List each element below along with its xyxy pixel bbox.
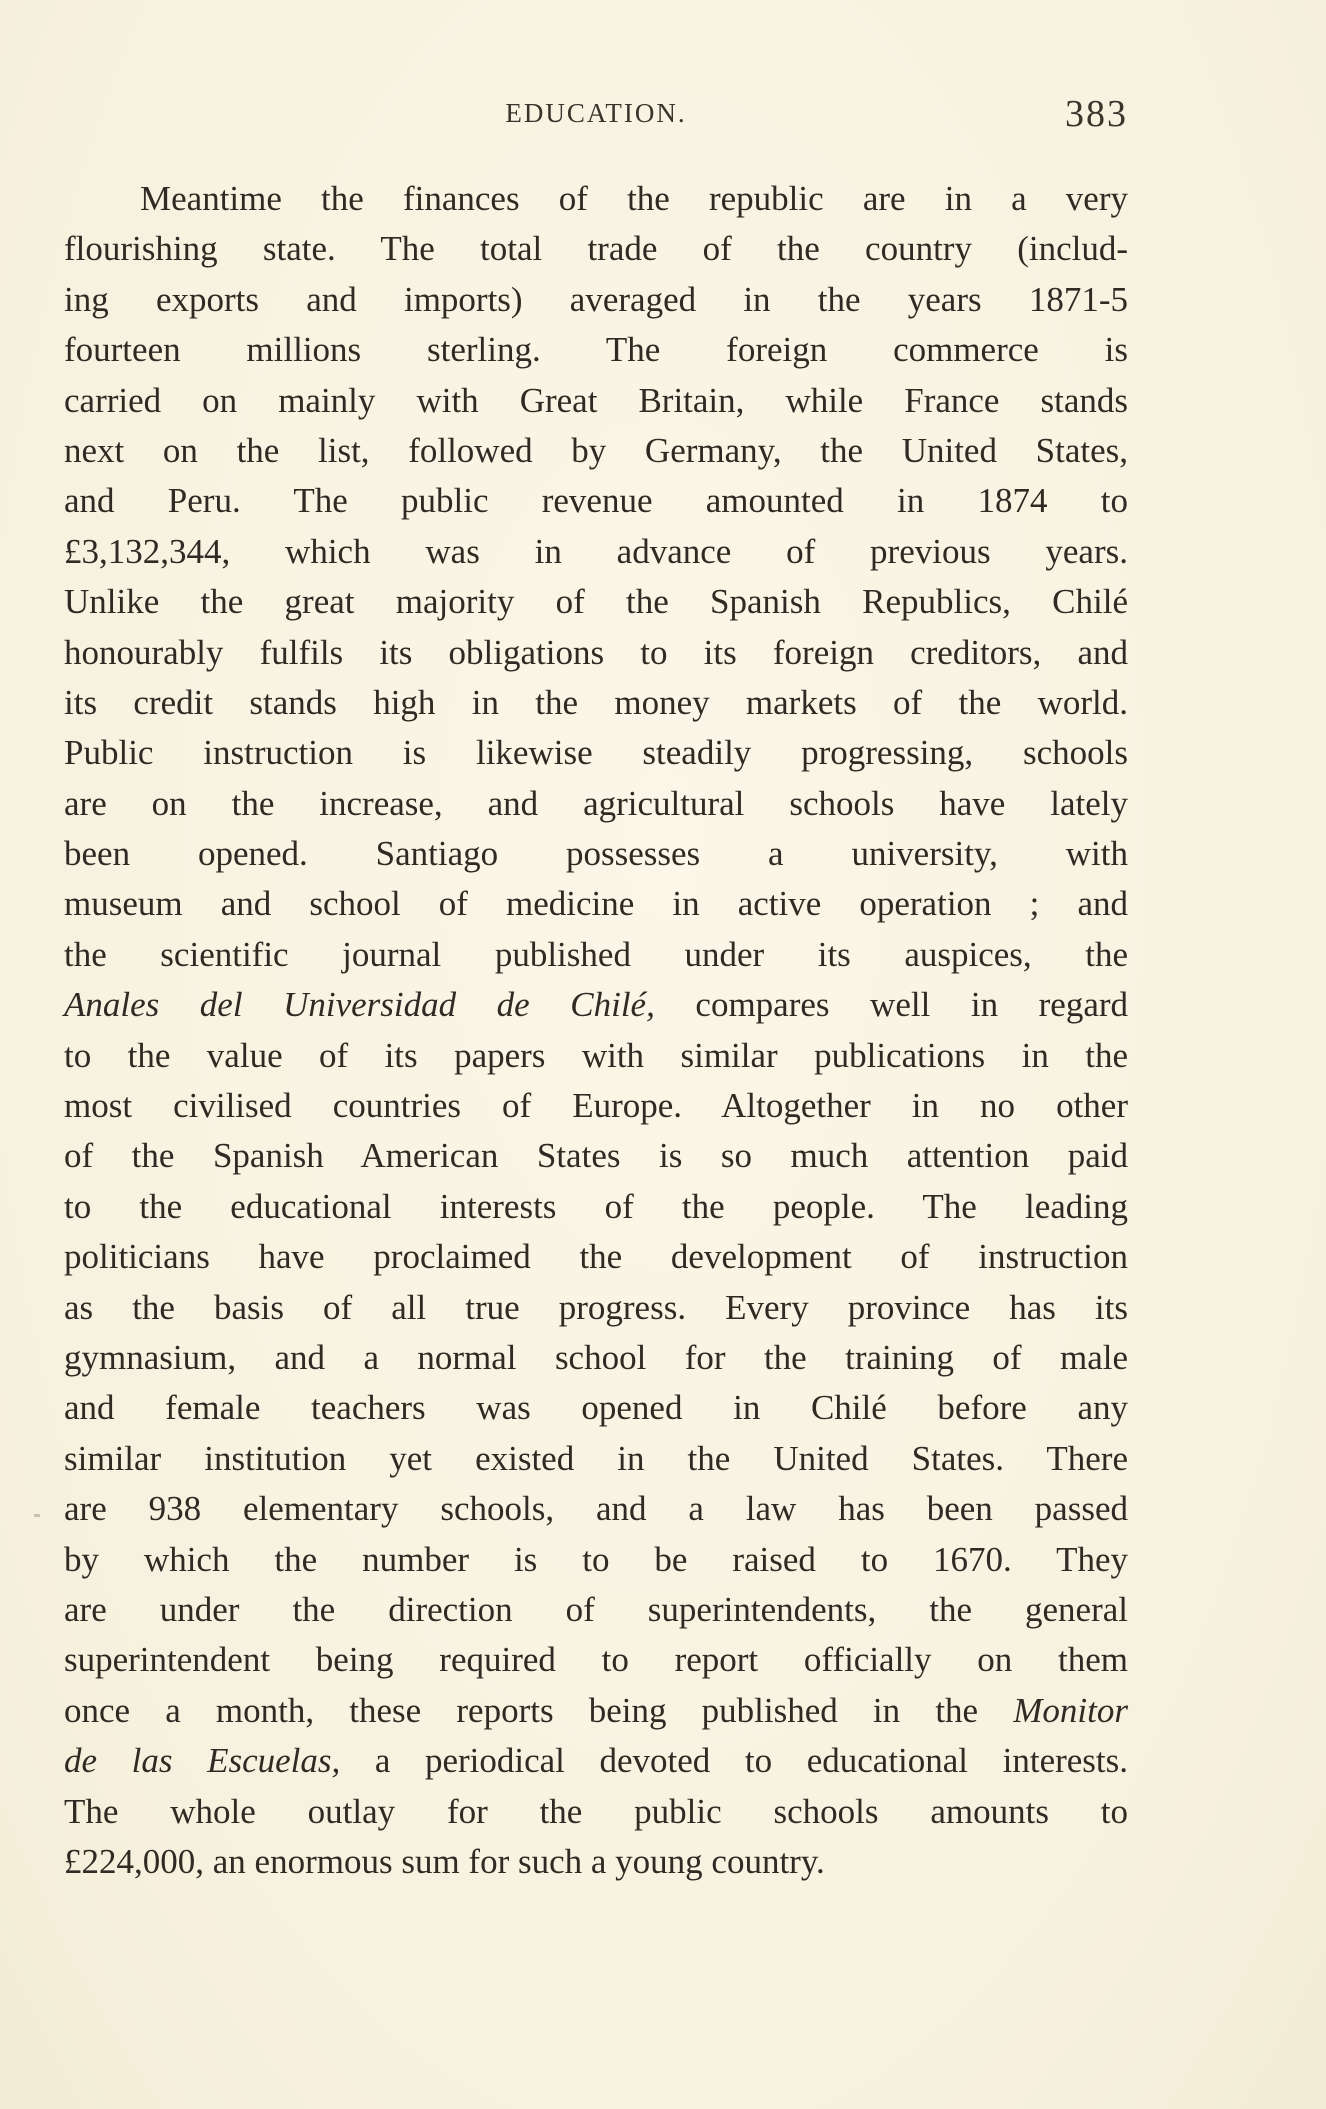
italic-journal-title: Anales del Universidad de Chilé, xyxy=(64,985,655,1025)
text-line: museum and school of medicine in active operation ; and xyxy=(64,884,1128,924)
text-line: £3,132,344, which was in advance of previous years. xyxy=(64,531,1128,571)
text-line: are on the increase, and agricultural schools have lately xyxy=(64,783,1128,823)
text-line: fourteen millions sterling. The foreign commerce is xyxy=(64,330,1128,370)
text-line: Anales del Universidad de Chilé, compares well in regard xyxy=(64,985,1129,1025)
running-head xyxy=(64,93,1128,138)
text-line: politicians have proclaimed the development of instruction xyxy=(64,1237,1128,1277)
text-line: gymnasium, and a normal school for the training of male xyxy=(64,1337,1128,1377)
text-line: of the Spanish American States is so much attention paid xyxy=(64,1136,1128,1176)
margin-mark xyxy=(34,1514,40,1517)
text-line: are 938 elementary schools, and a law has been passed xyxy=(64,1489,1128,1529)
text-line: The whole outlay for the public schools amounts to xyxy=(64,1791,1128,1831)
text-line: ing exports and imports) averaged in the years 1871-5 xyxy=(64,279,1128,319)
text-line: to the value of its papers with similar publications in the xyxy=(64,1035,1128,1075)
text-line: to the educational interests of the people. The leading xyxy=(64,1186,1128,1226)
text-line: its credit stands high in the money markets of the world. xyxy=(64,682,1128,722)
text-line: Meantime the finances of the republic are in a very xyxy=(140,179,1128,218)
text-line: Unlike the great majority of the Spanish Republics, Chilé xyxy=(64,582,1128,622)
text-line: as the basis of all true progress. Every province has its xyxy=(64,1287,1128,1327)
text-line: superintendent being required to report officially on them xyxy=(64,1640,1128,1680)
text-line: and female teachers was opened in Chilé before any xyxy=(64,1388,1128,1428)
text-line: most civilised countries of Europe. Altogether in no other xyxy=(64,1086,1128,1126)
text-line: next on the list, followed by Germany, the United States, xyxy=(64,430,1128,470)
text-line: honourably fulfils its obligations to its foreign creditors, and xyxy=(64,632,1128,672)
text-line: £224,000, an enormous sum for such a young country. xyxy=(64,1841,825,1881)
page-number: 383 xyxy=(1065,93,1128,135)
text-line: and Peru. The public revenue amounted in 1874 to xyxy=(64,481,1128,521)
text-line: Public instruction is likewise steadily progressing, schools xyxy=(64,733,1128,773)
text-line: by which the number is to be raised to 1670. They xyxy=(64,1539,1128,1579)
text-line: the scientific journal published under its auspices, the xyxy=(64,934,1128,974)
text-line: similar institution yet existed in the United States. There xyxy=(64,1438,1128,1478)
text-line: been opened. Santiago possesses a university, with xyxy=(64,834,1128,874)
body-paragraph xyxy=(64,174,1128,1887)
page-header-title: EDUCATION. xyxy=(505,98,687,128)
italic-periodical-title: de las Escuelas, xyxy=(64,1741,341,1781)
text-line: de las Escuelas, a periodical devoted to educational interests. xyxy=(64,1741,1129,1781)
text-line: once a month, these reports being published in the Monitor xyxy=(64,1690,1128,1730)
italic-periodical-title: Monitor xyxy=(1013,1690,1128,1730)
text-line: flourishing state. The total trade of the country (includ- xyxy=(64,229,1128,269)
text-line: carried on mainly with Great Britain, while France stands xyxy=(64,380,1128,420)
text-line: are under the direction of superintendents, the general xyxy=(64,1589,1128,1629)
